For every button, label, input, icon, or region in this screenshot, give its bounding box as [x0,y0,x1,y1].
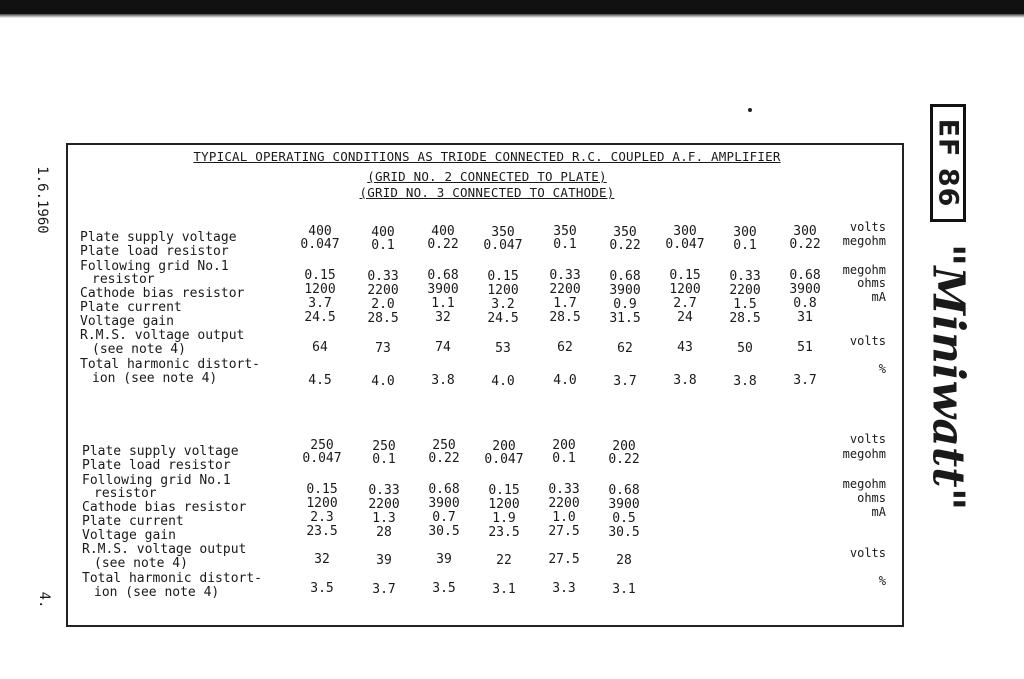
table1-cell: 3.8 [431,373,455,388]
table1-cell: 1200 [304,282,336,297]
table2-cell: 28 [376,525,392,540]
table2-unit-megohm: megohm [842,477,886,491]
table2-cell: 27.5 [548,552,580,567]
table1-cell: 0.15 [669,268,701,283]
table2-unit-volts: volts [849,432,886,446]
table1-cell: 350 [491,225,515,240]
table-subtitle-1 [68,169,906,184]
table2-cell: 0.1 [552,451,576,466]
table2-cell: 1.0 [552,510,576,525]
table1-cell: 4.0 [371,374,395,389]
table1-cell: 0.1 [553,237,577,252]
table2-cell: 200 [552,438,576,453]
table1-cell: 2.0 [371,297,395,312]
table2-unit-ma: mA [871,505,886,519]
table1-cell: 0.22 [609,238,641,253]
table2-cell: 32 [314,552,330,567]
table-subtitle-2-text: (GRID NO. 3 CONNECTED TO CATHODE) [359,185,615,200]
table2-label-cathode-bias: Cathode bias resistor [82,500,247,515]
table1-unit-ohms: ohms [857,276,886,290]
table1-cell: 400 [431,224,455,239]
date-stamp [18,160,66,240]
table1-label-plate-current: Plate current [80,300,182,315]
table1-cell: 0.68 [609,269,641,284]
table2-cell: 0.5 [612,511,636,526]
table2-label-plate-current: Plate current [82,514,184,529]
table1-unit-megohm: megohm [842,234,886,248]
table1-cell: 0.33 [729,269,761,284]
table1-cell: 28.5 [549,310,581,325]
table2-unit-megohm: megohm [842,447,886,461]
table2-cell: 1200 [488,497,520,512]
table2-label-following-grid-1: Following grid No.1 [82,473,231,488]
table2-unit-volts: volts [849,546,886,560]
table1-cell: 31 [797,310,813,325]
table1-cell: 0.22 [789,237,821,252]
table1-cell: 1.7 [553,296,577,311]
table2-label-rms-1: R.M.S. voltage output [82,542,247,557]
table1-cell: 0.9 [613,297,637,312]
table2-cell: 22 [496,553,512,568]
table1-cell: 62 [557,340,573,355]
table1-unit-volts: volts [849,334,886,348]
table1-cell: 62 [617,341,633,356]
table2-cell: 0.68 [608,483,640,498]
table1-cell: 0.047 [483,238,523,253]
table1-cell: 24 [677,310,693,325]
table2-cell: 3.1 [492,582,516,597]
table1-cell: 1200 [669,282,701,297]
table2-cell: 39 [436,552,452,567]
table2-unit-ohms: ohms [857,491,886,505]
table2-cell: 250 [310,438,334,453]
table2-cell: 3.1 [612,582,636,597]
table1-cell: 400 [308,224,332,239]
table1-cell: 28.5 [367,311,399,326]
table2-cell: 1.9 [492,511,516,526]
table2-cell: 0.33 [368,483,400,498]
table1-cell: 0.33 [367,269,399,284]
table1-cell: 31.5 [609,311,641,326]
table1-cell: 74 [435,340,451,355]
table2-cell: 3.5 [310,581,334,596]
page-number [32,588,56,612]
table1-cell: 53 [495,341,511,356]
table2-cell: 30.5 [428,524,460,539]
page-number-text: 4. [36,591,52,609]
table1-cell: 43 [677,340,693,355]
tube-type-label [930,104,966,222]
table2-cell: 250 [432,438,456,453]
table2-cell: 0.047 [484,452,524,467]
table1-cell: 400 [371,225,395,240]
table1-unit-ma: mA [871,290,886,304]
table1-cell: 350 [553,224,577,239]
table2-cell: 3.3 [552,581,576,596]
table-subtitle-1-text: (GRID NO. 2 CONNECTED TO PLATE) [367,169,607,184]
table1-cell: 2.7 [673,296,697,311]
brand-logo-text: "Miniwatt" [922,243,974,511]
table2-unit-percent: % [878,574,886,588]
table2-cell: 0.22 [428,451,460,466]
table1-cell: 300 [733,225,757,240]
table2-label-following-grid-2: resistor [94,486,157,501]
speck-mark [748,108,752,112]
table1-cell: 350 [613,225,637,240]
table2-cell: 3.7 [372,582,396,597]
table1-cell: 2200 [729,283,761,298]
table2-cell: 23.5 [306,524,338,539]
table1-cell: 73 [375,341,391,356]
table2-cell: 3900 [428,496,460,511]
table1-unit-volts: volts [849,220,886,234]
table2-label-plate-supply: Plate supply voltage [82,444,239,459]
table2-cell: 0.1 [372,452,396,467]
table1-cell: 300 [793,224,817,239]
table1-label-voltage-gain: Voltage gain [80,314,174,329]
table1-cell: 3.7 [793,373,817,388]
table1-cell: 1.5 [733,297,757,312]
table2-cell: 0.68 [428,482,460,497]
table2-cell: 2200 [368,497,400,512]
table2-cell: 23.5 [488,525,520,540]
table2-label-thd-1: Total harmonic distort- [82,571,263,586]
table1-cell: 2200 [549,282,581,297]
table1-cell: 2200 [367,283,399,298]
operating-conditions-table [66,143,904,627]
table1-label-plate-supply: Plate supply voltage [80,230,237,245]
table-title-text: TYPICAL OPERATING CONDITIONS AS TRIODE CONNECTED R.C. COUPLED A.F. AMPLIFIER [193,149,781,164]
table1-cell: 3900 [427,282,459,297]
table2-cell: 250 [372,439,396,454]
table1-cell: 4.0 [491,374,515,389]
table2-cell: 1200 [306,496,338,511]
table2-cell: 27.5 [548,524,580,539]
table1-cell: 32 [435,310,451,325]
table2-label-thd-2: ion (see note 4) [94,585,220,600]
table2-cell: 0.22 [608,452,640,467]
table1-label-rms-2: (see note 4) [92,342,186,357]
table1-label-thd-1: Total harmonic distort- [80,357,261,372]
table2-label-voltage-gain: Voltage gain [82,528,176,543]
table1-cell: 24.5 [487,311,519,326]
table1-cell: 4.0 [553,373,577,388]
table1-cell: 0.15 [304,268,336,283]
table1-cell: 64 [312,340,328,355]
table2-cell: 0.7 [432,510,456,525]
table1-label-rms-1: R.M.S. voltage output [80,328,245,343]
table1-cell: 0.33 [549,268,581,283]
table1-cell: 1.1 [431,296,455,311]
table1-cell: 3.2 [491,297,515,312]
table-title [68,149,906,164]
table2-cell: 0.15 [488,483,520,498]
table1-cell: 300 [673,224,697,239]
table1-label-plate-load: Plate load resistor [80,244,229,259]
table1-label-following-grid-2: resistor [92,272,155,287]
table1-unit-percent: % [878,362,886,376]
table1-cell: 0.047 [665,237,705,252]
table1-cell: 3900 [789,282,821,297]
scan-edge-shadow [0,14,1024,18]
table1-cell: 3.7 [613,374,637,389]
table1-cell: 0.15 [487,269,519,284]
scan-edge-top [0,0,1024,14]
table1-cell: 3.8 [673,373,697,388]
table1-cell: 0.68 [427,268,459,283]
date-text: 1.6.1960 [34,166,50,234]
table2-cell: 3900 [608,497,640,512]
table1-cell: 1200 [487,283,519,298]
table1-cell: 0.047 [300,237,340,252]
table2-cell: 0.15 [306,482,338,497]
table1-cell: 0.1 [371,238,395,253]
table2-cell: 0.33 [548,482,580,497]
table2-cell: 28 [616,553,632,568]
table2-label-plate-load: Plate load resistor [82,458,231,473]
table1-cell: 0.1 [733,238,757,253]
table-subtitle-2 [68,185,906,200]
table1-cell: 0.68 [789,268,821,283]
table1-cell: 3.8 [733,374,757,389]
table2-cell: 1.3 [372,511,396,526]
table2-cell: 200 [612,439,636,454]
table1-cell: 0.22 [427,237,459,252]
table1-label-thd-2: ion (see note 4) [92,371,218,386]
table2-cell: 39 [376,553,392,568]
table1-label-cathode-bias: Cathode bias resistor [80,286,245,301]
table1-cell: 50 [737,341,753,356]
table2-cell: 2200 [548,496,580,511]
table2-cell: 30.5 [608,525,640,540]
table1-cell: 4.5 [308,373,332,388]
table1-cell: 28.5 [729,311,761,326]
table2-cell: 200 [492,439,516,454]
table2-cell: 2.3 [310,510,334,525]
table2-cell: 3.5 [432,581,456,596]
table1-label-following-grid-1: Following grid No.1 [80,259,229,274]
table1-cell: 24.5 [304,310,336,325]
table1-cell: 51 [797,340,813,355]
table1-unit-megohm: megohm [842,263,886,277]
table1-cell: 3900 [609,283,641,298]
table2-label-rms-2: (see note 4) [94,556,188,571]
table2-cell: 0.047 [302,451,342,466]
tube-type-text: EF 86 [932,118,964,208]
table1-cell: 0.8 [793,296,817,311]
brand-logo [920,232,976,522]
table1-cell: 3.7 [308,296,332,311]
